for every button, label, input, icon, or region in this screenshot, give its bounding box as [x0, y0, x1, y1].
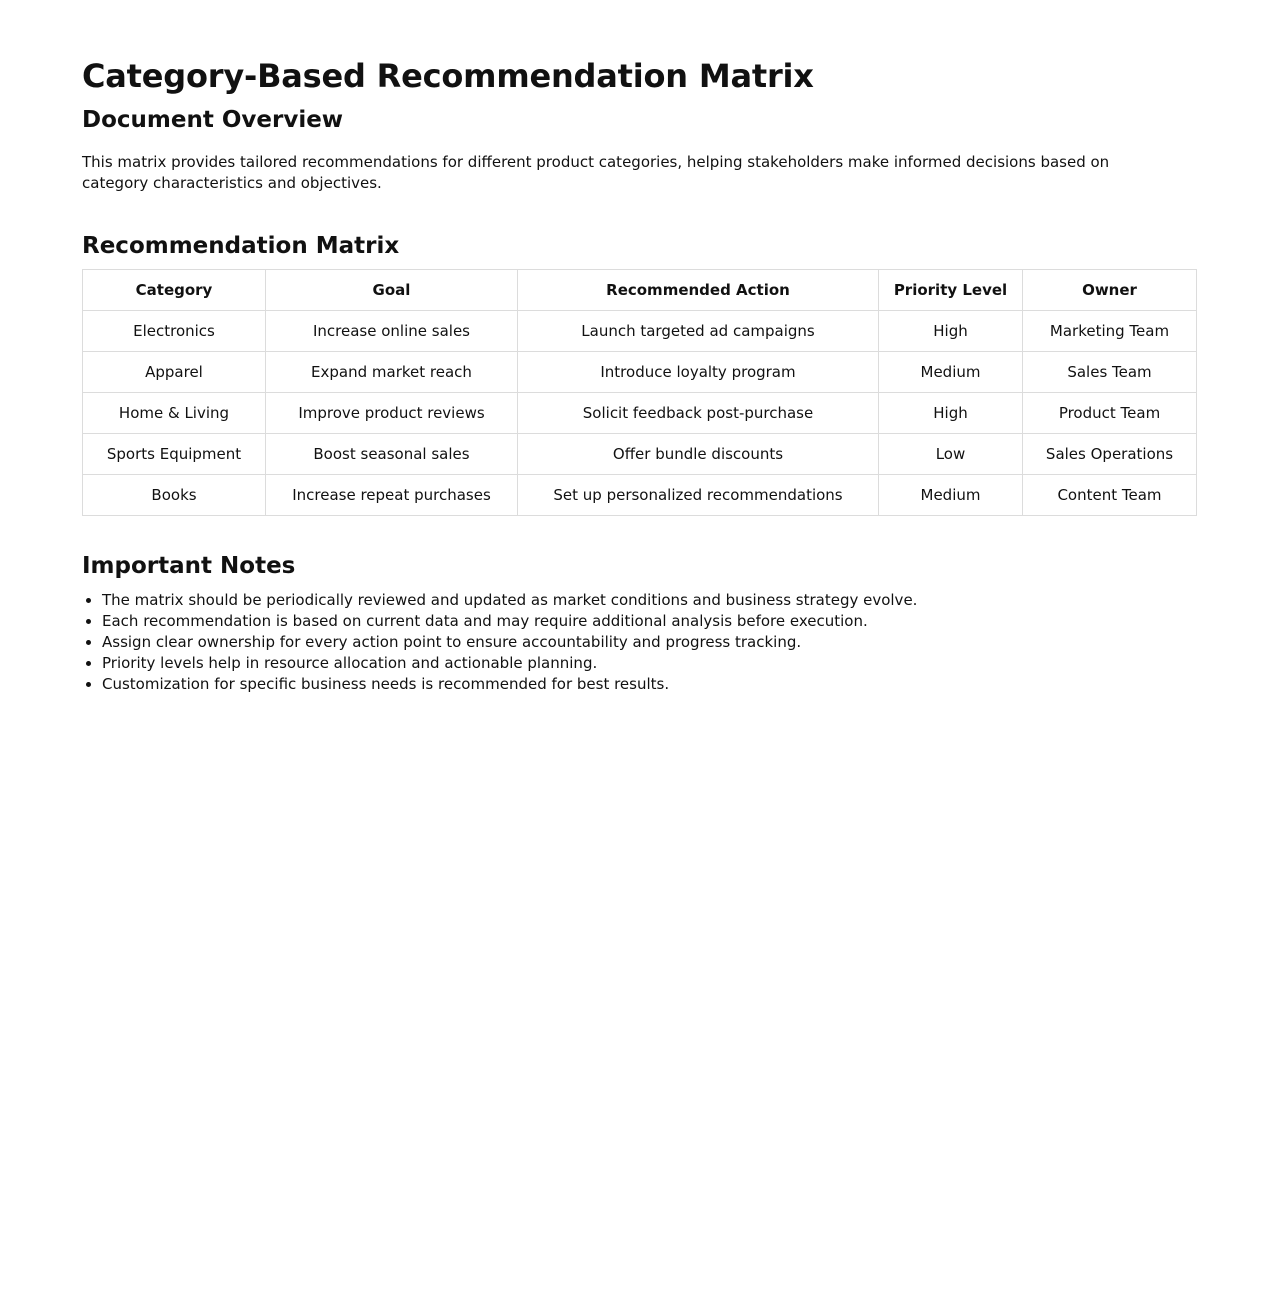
- recommendation-table: [82, 269, 1197, 516]
- list-item: • The matrix should be periodically reviewed and updated as market conditions and business strategy evolve.: [102, 590, 1196, 611]
- cell-recommended-action: Set up personalized recommendations: [518, 475, 879, 516]
- column-header-owner: Owner: [1023, 270, 1197, 311]
- cell-owner: Marketing Team: [1023, 311, 1197, 352]
- cell-owner: Product Team: [1023, 393, 1197, 434]
- table-row: [83, 434, 1197, 475]
- overview-heading: Document Overview: [82, 107, 344, 133]
- list-item: • Each recommendation is based on current data and may require additional analysis before execution.: [102, 611, 1196, 632]
- matrix-heading: Recommendation Matrix: [82, 233, 400, 259]
- cell-category: Home & Living: [83, 393, 266, 434]
- cell-priority-level: Medium: [879, 475, 1023, 516]
- cell-recommended-action: Introduce loyalty program: [518, 352, 879, 393]
- cell-goal: Increase repeat purchases: [266, 475, 518, 516]
- overview-text: This matrix provides tailored recommendations for different product categories, helping stakeholders make informed decisions based on category characteristics and objectives.: [82, 153, 1110, 192]
- cell-recommended-action: Offer bundle discounts: [518, 434, 879, 475]
- cell-goal: Expand market reach: [266, 352, 518, 393]
- cell-recommended-action: Launch targeted ad campaigns: [518, 311, 879, 352]
- cell-category: Apparel: [83, 352, 266, 393]
- column-header-priority-level: Priority Level: [879, 270, 1023, 311]
- column-header-goal: Goal: [266, 270, 518, 311]
- cell-owner: Sales Team: [1023, 352, 1197, 393]
- cell-owner: Sales Operations: [1023, 434, 1197, 475]
- column-header-category: Category: [83, 270, 266, 311]
- cell-priority-level: Medium: [879, 352, 1023, 393]
- table-row: [83, 352, 1197, 393]
- document: [82, 56, 1196, 695]
- column-header-recommended-action: Recommended Action: [518, 270, 879, 311]
- cell-goal: Boost seasonal sales: [266, 434, 518, 475]
- cell-priority-level: Low: [879, 434, 1023, 475]
- cell-goal: Increase online sales: [266, 311, 518, 352]
- cell-owner: Content Team: [1023, 475, 1197, 516]
- table-row: [83, 475, 1197, 516]
- cell-priority-level: High: [879, 393, 1023, 434]
- cell-goal: Improve product reviews: [266, 393, 518, 434]
- table-header-row: [83, 270, 1197, 311]
- cell-category: Electronics: [83, 311, 266, 352]
- list-item: • Priority levels help in resource allocation and actionable planning.: [102, 653, 1196, 674]
- cell-category: Sports Equipment: [83, 434, 266, 475]
- table-row: [83, 393, 1197, 434]
- cell-category: Books: [83, 475, 266, 516]
- notes-list: [82, 590, 1196, 695]
- list-item: • Customization for specific business needs is recommended for best results.: [102, 674, 1196, 695]
- notes-heading: Important Notes: [82, 553, 296, 579]
- page-title: Category-Based Recommendation Matrix: [82, 57, 814, 95]
- list-item: • Assign clear ownership for every action point to ensure accountability and progress tracking.: [102, 632, 1196, 653]
- cell-priority-level: High: [879, 311, 1023, 352]
- table-row: [83, 311, 1197, 352]
- cell-recommended-action: Solicit feedback post-purchase: [518, 393, 879, 434]
